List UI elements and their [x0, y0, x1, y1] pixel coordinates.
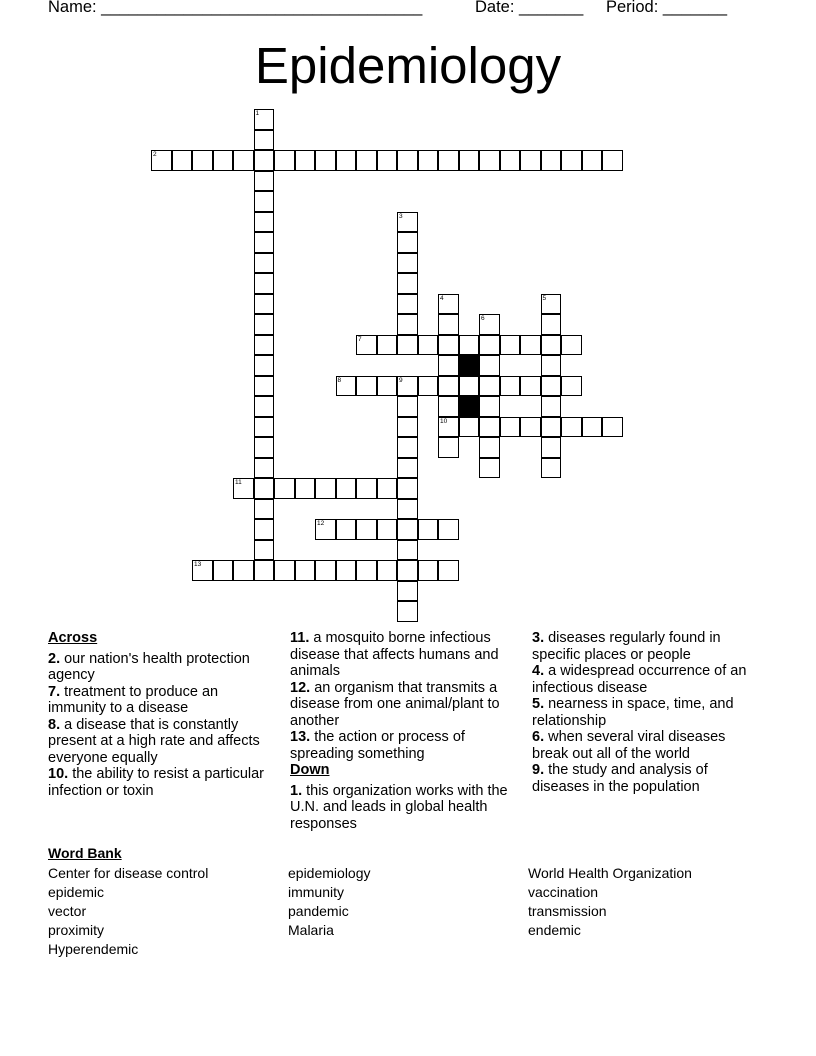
word-bank-item: proximity: [48, 922, 105, 938]
crossword-cell[interactable]: [315, 150, 336, 171]
crossword-cell[interactable]: [397, 212, 418, 233]
crossword-cell[interactable]: [520, 335, 541, 356]
crossword-cell[interactable]: [541, 335, 562, 356]
crossword-cell[interactable]: [459, 417, 480, 438]
clue-number: 10: [440, 417, 448, 425]
crossword-cell[interactable]: [438, 376, 459, 397]
down-clue: 9. the study and analysis of diseases in the population: [532, 762, 708, 795]
crossword-cell[interactable]: [479, 355, 500, 376]
crossword-cell[interactable]: [356, 560, 377, 581]
crossword-cell[interactable]: [397, 232, 418, 253]
crossword-cell[interactable]: [254, 499, 275, 520]
crossword-cell[interactable]: [397, 560, 418, 581]
crossword-cell[interactable]: [438, 396, 459, 417]
crossword-cell[interactable]: [500, 150, 521, 171]
crossword-cell[interactable]: [172, 150, 193, 171]
down-clue: 1. this organization works with the U.N. and leads in global health responses: [290, 782, 508, 832]
clue-number: 13: [194, 561, 202, 568]
crossword-cell[interactable]: [397, 376, 418, 397]
word-bank-item: World Health Organization: [528, 865, 692, 881]
across-clue: 8. a disease that is constantly present at a high rate and affects everyone equally: [48, 716, 260, 766]
crossword-cell[interactable]: [582, 417, 603, 438]
crossword-cell[interactable]: [479, 417, 500, 438]
word-bank-column-1: [48, 864, 208, 959]
word-bank-item: endemic: [528, 922, 581, 938]
crossword-cell[interactable]: [418, 335, 439, 356]
clue-number: 7: [358, 335, 362, 343]
word-bank-item: vaccination: [528, 884, 599, 900]
clue-number: 2: [153, 151, 157, 158]
crossword-cell[interactable]: [397, 581, 418, 602]
crossword-cell[interactable]: [541, 396, 562, 417]
crossword-cell[interactable]: [254, 253, 275, 274]
word-bank-item: transmission: [528, 903, 607, 919]
crossword-cell[interactable]: [254, 417, 275, 438]
crossword-cell[interactable]: [438, 437, 459, 458]
down-heading: Down: [290, 762, 330, 778]
crossword-cell[interactable]: [397, 478, 418, 499]
crossword-cell[interactable]: [254, 109, 275, 130]
clue-number: 8: [337, 376, 342, 384]
name-field[interactable]: Name: ___________________________________: [48, 0, 423, 16]
word-bank-item: Hyperendemic: [48, 941, 139, 957]
crossword-cell[interactable]: [479, 314, 500, 335]
crossword-cell[interactable]: [438, 335, 459, 356]
crossword-cell[interactable]: [213, 150, 234, 171]
crossword-cell[interactable]: [377, 478, 398, 499]
clue-number: 11: [235, 479, 242, 486]
crossword-cell[interactable]: [254, 130, 275, 151]
crossword-cell[interactable]: [479, 376, 500, 397]
clue-number: 9: [399, 376, 403, 384]
crossword-cell[interactable]: [397, 396, 418, 417]
crossword-cell[interactable]: [438, 417, 459, 438]
crossword-cell[interactable]: [274, 478, 295, 499]
crossword-cell[interactable]: [274, 150, 295, 171]
crossword-cell[interactable]: [356, 376, 377, 397]
crossword-cell[interactable]: [459, 376, 480, 397]
crossword-cell[interactable]: [438, 560, 459, 581]
crossword-cell[interactable]: [233, 150, 254, 171]
date-field[interactable]: Date: _______: [475, 0, 584, 16]
crossword-cell[interactable]: [254, 458, 275, 479]
crossword-cell[interactable]: [541, 417, 562, 438]
crossword-cell[interactable]: [254, 560, 275, 581]
clue-number: 1: [255, 110, 260, 117]
black-square: [459, 396, 480, 417]
crossword-cell[interactable]: [254, 335, 275, 356]
word-bank-item: Center for disease control: [48, 865, 209, 881]
crossword-cell[interactable]: [418, 519, 439, 540]
crossword-cell[interactable]: [356, 519, 377, 540]
crossword-cell[interactable]: [520, 150, 541, 171]
down-clue: 3. diseases regularly found in specific places or people: [532, 630, 721, 663]
crossword-cell[interactable]: [295, 150, 316, 171]
crossword-cell[interactable]: [541, 150, 562, 171]
crossword-cell[interactable]: [479, 150, 500, 171]
crossword-cell[interactable]: [254, 376, 275, 397]
crossword-cell[interactable]: [377, 519, 398, 540]
crossword-cell[interactable]: [254, 314, 275, 335]
crossword-cell[interactable]: [233, 478, 254, 499]
crossword-cell[interactable]: [500, 376, 521, 397]
crossword-cell[interactable]: [602, 150, 623, 171]
crossword-cell[interactable]: [418, 560, 439, 581]
crossword-cell[interactable]: [459, 335, 480, 356]
crossword-cell[interactable]: [561, 150, 582, 171]
crossword-cell[interactable]: [254, 150, 275, 171]
crossword-cell[interactable]: [336, 519, 357, 540]
crossword-cell[interactable]: [377, 150, 398, 171]
across-clue: 7. treatment to produce an immunity to a disease: [48, 683, 219, 716]
word-bank-column-2: [288, 864, 371, 940]
across-clue: 2. our nation's health protection agency: [48, 650, 250, 683]
crossword-cell[interactable]: [520, 376, 541, 397]
crossword-cell[interactable]: [274, 560, 295, 581]
clue-number: 6: [481, 315, 485, 322]
crossword-cell[interactable]: [397, 499, 418, 520]
crossword-cell[interactable]: [315, 560, 336, 581]
word-bank-item: immunity: [288, 884, 345, 900]
crossword-cell[interactable]: [336, 150, 357, 171]
crossword-cell[interactable]: [438, 314, 459, 335]
crossword-cell[interactable]: [418, 376, 439, 397]
crossword-cell[interactable]: [356, 335, 377, 356]
crossword-cell[interactable]: [254, 171, 275, 192]
across-clue: 11. a mosquito borne infectious disease that affects humans and animals: [290, 630, 499, 679]
crossword-cell[interactable]: [438, 519, 459, 540]
crossword-cell[interactable]: [397, 294, 418, 315]
crossword-cell[interactable]: [336, 376, 357, 397]
crossword-cell[interactable]: [151, 150, 172, 171]
crossword-cell[interactable]: [479, 437, 500, 458]
crossword-cell[interactable]: [541, 355, 562, 376]
crossword-cell[interactable]: [254, 212, 275, 233]
crossword-cell[interactable]: [397, 601, 418, 622]
crossword-cell[interactable]: [254, 294, 275, 315]
crossword-cell[interactable]: [397, 458, 418, 479]
black-square: [459, 355, 480, 376]
crossword-cell[interactable]: [561, 417, 582, 438]
crossword-cell[interactable]: [418, 150, 439, 171]
crossword-cell[interactable]: [254, 478, 275, 499]
crossword-cell[interactable]: [336, 560, 357, 581]
period-field[interactable]: Period: _______: [606, 0, 728, 16]
crossword-cell[interactable]: [397, 150, 418, 171]
crossword-cell[interactable]: [479, 458, 500, 479]
crossword-cell[interactable]: [254, 273, 275, 294]
crossword-cell[interactable]: [315, 478, 336, 499]
crossword-cell[interactable]: [254, 355, 275, 376]
crossword-cell[interactable]: [254, 232, 275, 253]
crossword-cell[interactable]: [254, 540, 275, 561]
crossword-cell[interactable]: [541, 437, 562, 458]
crossword-cell[interactable]: [356, 478, 377, 499]
crossword-cell[interactable]: [192, 560, 213, 581]
crossword-cell[interactable]: [397, 314, 418, 335]
across-heading: Across: [48, 630, 98, 646]
crossword-cell[interactable]: [377, 560, 398, 581]
down-clue: 6. when several viral diseases break out all of the world: [532, 729, 726, 762]
clues-column-3: [532, 630, 762, 795]
crossword-cell[interactable]: [397, 417, 418, 438]
word-bank-column-3: [528, 864, 692, 940]
crossword-cell[interactable]: [602, 417, 623, 438]
crossword-cell[interactable]: [397, 437, 418, 458]
crossword-cell[interactable]: [192, 150, 213, 171]
word-bank-item: epidemic: [48, 884, 105, 900]
crossword-cell[interactable]: [295, 560, 316, 581]
down-clue: 5. nearness in space, time, and relationship: [532, 696, 734, 729]
crossword-cell[interactable]: [397, 519, 418, 540]
crossword-cell[interactable]: [561, 376, 582, 397]
crossword-cell[interactable]: [397, 273, 418, 294]
crossword-cell[interactable]: [438, 150, 459, 171]
crossword-cell[interactable]: [541, 376, 562, 397]
word-bank-title: Word Bank: [48, 845, 122, 861]
word-bank-item: Malaria: [288, 922, 334, 938]
crossword-cell[interactable]: [438, 294, 459, 315]
crossword-cell[interactable]: [254, 191, 275, 212]
word-bank-item: epidemiology: [288, 865, 371, 881]
crossword-cell[interactable]: [541, 314, 562, 335]
crossword-cell[interactable]: [459, 150, 480, 171]
crossword-cell[interactable]: [397, 335, 418, 356]
crossword-cell[interactable]: [315, 519, 336, 540]
crossword-cell[interactable]: [213, 560, 234, 581]
crossword-cell[interactable]: [479, 396, 500, 417]
crossword-cell[interactable]: [500, 417, 521, 438]
clues-column-1: [48, 630, 280, 799]
clue-number: 4: [440, 294, 444, 302]
across-clue: 13. the action or process of spreading something: [290, 729, 465, 762]
clue-number: 5: [542, 294, 547, 302]
crossword-cell[interactable]: [397, 540, 418, 561]
crossword-cell[interactable]: [233, 560, 254, 581]
crossword-cell[interactable]: [397, 253, 418, 274]
crossword-cell[interactable]: [520, 417, 541, 438]
crossword-cell[interactable]: [541, 294, 562, 315]
crossword-cell[interactable]: [561, 335, 582, 356]
clue-number: 12: [317, 520, 325, 527]
down-clue: 4. a widespread occurrence of an infectious disease: [532, 663, 747, 696]
across-clue: 10. the ability to resist a particular infection or toxin: [48, 766, 265, 799]
across-clue: 12. an organism that transmits a disease from one animal/plant to another: [290, 679, 500, 729]
word-bank-item: vector: [48, 903, 87, 919]
crossword-cell[interactable]: [254, 519, 275, 540]
clues-column-2: [290, 630, 526, 832]
page-title: Epidemiology: [254, 37, 562, 94]
crossword-cell[interactable]: [254, 396, 275, 417]
crossword-cell[interactable]: [582, 150, 603, 171]
crossword-cell[interactable]: [438, 355, 459, 376]
crossword-cell[interactable]: [500, 335, 521, 356]
crossword-cell[interactable]: [377, 335, 398, 356]
clue-number: 3: [399, 212, 403, 220]
crossword-cell[interactable]: [336, 478, 357, 499]
crossword-cell[interactable]: [479, 335, 500, 356]
crossword-cell[interactable]: [356, 150, 377, 171]
crossword-cell[interactable]: [377, 376, 398, 397]
crossword-cell[interactable]: [541, 458, 562, 479]
word-bank-item: pandemic: [288, 903, 349, 919]
crossword-cell[interactable]: [295, 478, 316, 499]
crossword-cell[interactable]: [254, 437, 275, 458]
